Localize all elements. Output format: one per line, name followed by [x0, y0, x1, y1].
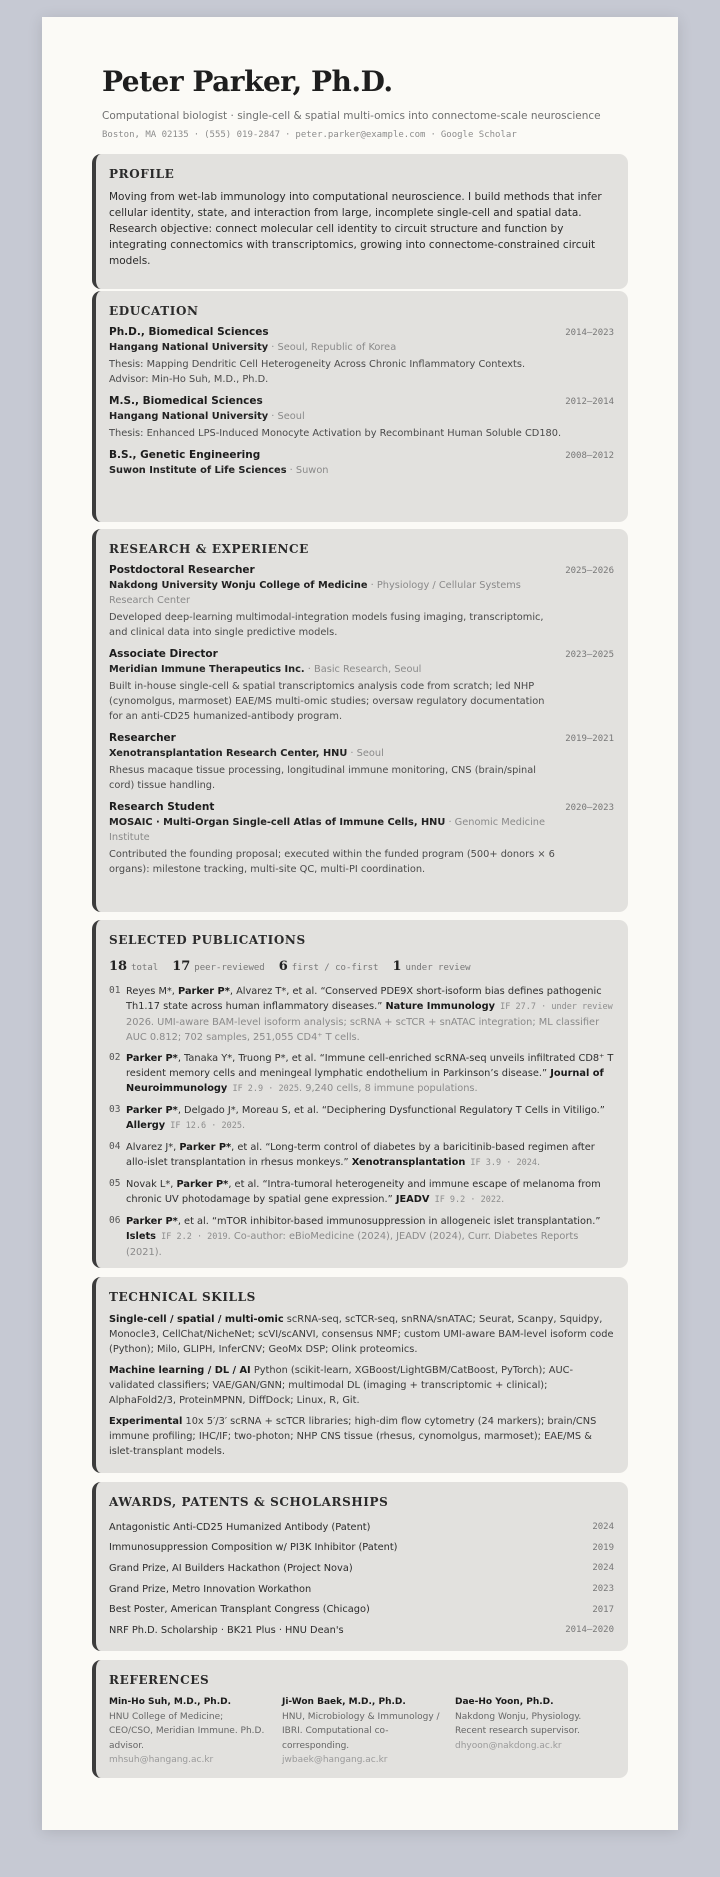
reference-detail: Nakdong Wonju, Physiology. [455, 1711, 582, 1722]
publication-note: . Co-author: eBioMedicine (2024), JEADV (2024), Curr. Diabetes Reports (2021). [126, 1231, 579, 1258]
impact-factor: IF 2.9 · 2025 [227, 1084, 299, 1094]
education-section [92, 291, 628, 522]
stat-number: 1 [392, 959, 402, 974]
role: Researcher [109, 732, 176, 744]
contact-address: Boston, MA 02135 [102, 130, 189, 140]
dates: 2020–2023 [565, 803, 614, 813]
reference-detail: IBRI. Computational co- [282, 1726, 389, 1736]
references-section [92, 1660, 628, 1778]
publications-section [92, 920, 628, 1268]
school: Suwon Institute of Life Sciences [109, 465, 287, 476]
reference-email[interactable]: jwbaek@hangang.ac.kr [282, 1755, 388, 1765]
publication-number: 06 [109, 1215, 121, 1226]
publication-stats [109, 955, 614, 974]
author-highlight: Parker P* [126, 1216, 178, 1227]
award-name: Best Poster, American Transplant Congress (Chicago) [109, 1604, 370, 1616]
reference-detail: HNU, Microbiology & Immunology / [282, 1711, 440, 1722]
journal: Islets [126, 1231, 156, 1242]
skill-text: 10x 5′/3′ scRNA + scTCR libraries; high-dim flow cytometry (24 markers); brain/CNS immune profiling; IHC/IF; two-photon; NHP CNS tissue (rhesus, cynomolgus, marmoset); EAE/MS & islet-transplant models. [109, 1416, 597, 1457]
impact-factor: IF 12.6 · 2025 [165, 1121, 242, 1131]
publication-title: “Conserved PDE9X short-isoform bias defines pathogenic Th1.17 state across human inflammatory diseases.” [126, 986, 602, 1012]
organization: Meridian Immune Therapeutics Inc. [109, 664, 305, 675]
description: Developed deep-learning multimodal-integration models fusing imaging, transcriptomic, and clinical data into single predictive models. [109, 612, 544, 638]
publication-list [109, 984, 614, 1260]
award-name: Immunosuppression Composition w/ PI3K Inhibitor (Patent) [109, 1542, 398, 1554]
stat-label: under review [405, 963, 471, 973]
publication-item [109, 1140, 614, 1171]
dates: 2012–2014 [565, 397, 614, 407]
award-item [109, 1579, 614, 1600]
authors: , Tanaka Y*, Truong P*, et al. [177, 1053, 320, 1064]
publication-note: . [501, 1194, 505, 1205]
publication-note: . 9,240 cells, 8 immune populations. [298, 1083, 478, 1094]
award-year: 2024 [592, 1563, 614, 1574]
award-item [109, 1517, 614, 1538]
school: Hangang National University [109, 342, 269, 353]
dates: 2019–2021 [565, 734, 614, 744]
dates: 2014–2023 [565, 328, 614, 338]
contact-line: Boston, MA 02135 · (555) 019-2847 · peter.parker@example.com · Google Scholar [102, 130, 517, 140]
description: Rhesus macaque tissue processing, longitudinal immune monitoring, CNS (brain/spinal cord) tissue handling. [109, 765, 536, 791]
experience-entry: Associate Director 2023–2025 Meridian Immune Therapeutics Inc. · Basic Research, Seoul Built in-house single-cell & spatial transcriptomics analysis code from scratch; led NHP (cynomolgus, marmoset) EAE/MS multi-omic studies; oversaw regulatory documentation for an anti-CD25 humanized-antibody program. [109, 648, 614, 722]
dates: 2008–2012 [565, 451, 614, 461]
experience-entry: Researcher 2019–2021 Xenotransplantation Research Center, HNU · Seoul Rhesus macaque tissue processing, longitudinal immune monitoring, CNS (brain/spinal cord) tissue handling. [109, 732, 614, 791]
advisor: Advisor: Min-Ho Suh, M.D., Ph.D. [109, 374, 269, 385]
role: Associate Director [109, 648, 218, 660]
publication-title: “mTOR inhibitor-based immunosuppression in allogeneic islet transplantation.” [211, 1216, 601, 1227]
skill-label: Experimental [109, 1416, 183, 1427]
authors: Alvarez J*, [126, 1142, 180, 1153]
impact-factor: IF 2.2 · 2019 [156, 1232, 228, 1242]
award-name: Grand Prize, Metro Innovation Workathon [109, 1583, 312, 1595]
reference-name: Ji-Won Baek, M.D., Ph.D. [282, 1697, 406, 1707]
journal: Journal of Neuroimmunology [126, 1068, 604, 1094]
reference-detail: corresponding. [282, 1740, 350, 1751]
award-name: NRF Ph.D. Scholarship · BK21 Plus · HNU Dean's [109, 1624, 344, 1636]
location: Seoul [356, 748, 384, 759]
publication-title: “Long-term control of diabetes by a baricitinib-based regimen after allo-islet transplantation in rhesus monkeys.” [126, 1142, 595, 1168]
stat-label: total [131, 963, 159, 973]
stat-label: first / co-first [291, 963, 379, 973]
description: Built in-house single-cell & spatial transcriptomics analysis code from scratch; led NHP (cynomolgus, marmoset) EAE/MS multi-omic studies; oversaw regulatory documentation for an anti-CD25 humanized-antibody program. [109, 681, 545, 722]
publication-item [109, 984, 614, 1045]
skill-text: Python (scikit-learn, XGBoost/LightGBM/CatBoost, PyTorch); AUC-validated classifiers; VAE/GAN/GNN; multimodal DL (imaging + transcriptomic + clinical); AlphaFold2/3, ProteinMPNN, DiffDock; Linux, R, Git. [109, 1365, 573, 1406]
location: Basic Research, Seoul [313, 664, 422, 675]
degree: B.S., Genetic Engineering [109, 449, 261, 461]
award-item [109, 1558, 614, 1579]
reference-item [282, 1695, 441, 1768]
publication-citation [126, 1140, 614, 1171]
reference-detail: Recent research supervisor. [455, 1726, 580, 1736]
impact-factor: IF 9.2 · 2022 [429, 1195, 502, 1205]
candidate-name: Peter Parker, Ph.D. [102, 65, 393, 98]
journal: Nature Immunology [385, 1001, 496, 1012]
section-title: AWARDS, PATENTS & SCHOLARSHIPS [109, 1495, 389, 1509]
skill-group [109, 1363, 614, 1408]
author-highlight: Parker P* [126, 1105, 178, 1116]
section-title: TECHNICAL SKILLS [109, 1290, 256, 1304]
reference-name: Min-Ho Suh, M.D., Ph.D. [109, 1697, 232, 1707]
contact-phone: (555) 019-2847 [204, 130, 280, 140]
award-year: 2019 [592, 1542, 614, 1553]
tagline: Computational biologist · single-cell & spatial multi-omics into connectome-scale neuroscience [102, 110, 601, 122]
author-highlight: Parker P* [178, 986, 230, 997]
publication-number: 02 [109, 1052, 121, 1063]
author-highlight: Parker P* [126, 1053, 178, 1064]
resume-header [102, 65, 632, 140]
organization: Nakdong University Wonju College of Medicine [109, 580, 368, 591]
skill-label: Single-cell / spatial / multi-omic [109, 1314, 284, 1325]
awards-section [92, 1482, 628, 1651]
stat-number: 6 [278, 959, 288, 974]
skills-section [92, 1277, 628, 1473]
location: Genomic Medicine Institute [109, 817, 546, 843]
section-title: SELECTED PUBLICATIONS [109, 933, 306, 947]
stat-label: peer-reviewed [194, 963, 265, 973]
experience-entry: Research Student 2020–2023 MOSAIC · Multi-Organ Single-cell Atlas of Immune Cells, HNU · Genomic Medicine Institute Contributed the founding proposal; executed within the funded program (500+ donors × 6 organs): milestone tracking, multi-site QC, multi-PI coordination. [109, 801, 614, 875]
award-year: 2017 [592, 1604, 614, 1615]
authors: , et al. [177, 1216, 212, 1227]
experience-section [92, 529, 628, 912]
experience-entry: Postdoctoral Researcher 2025–2026 Nakdong University Wonju College of Medicine · Physiology / Cellular Systems Research Center Developed deep-learning multimodal-integration models fusing imaging, transcriptomic, and clinical data into single predictive models. [109, 564, 614, 638]
publication-item [109, 1214, 614, 1260]
publication-number: 01 [109, 985, 121, 996]
authors: Reyes M*, [126, 986, 179, 997]
publication-number: 03 [109, 1104, 121, 1115]
skill-text: scRNA-seq, scTCR-seq, snRNA/snATAC; Seurat, Scanpy, Squidpy, Monocle3, CellChat/NicheNet; scVI/scANVI, consensus NMF; custom UMI-aware BAM-level isoform code (Python); Milo, GLIPH, InferCNV; GeoMx DSP; Olink proteomics. [109, 1314, 614, 1355]
authors: , Alvarez T*, et al. [229, 986, 321, 997]
location: Seoul [277, 411, 305, 422]
section-title: REFERENCES [109, 1673, 210, 1687]
journal: Allergy [126, 1120, 166, 1131]
degree: M.S., Biomedical Sciences [109, 395, 263, 407]
publication-number: 04 [109, 1141, 121, 1152]
stat-number: 17 [172, 959, 191, 974]
section-title: RESEARCH & EXPERIENCE [109, 542, 309, 556]
reference-detail: advisor. [109, 1740, 144, 1751]
publication-citation [126, 1177, 614, 1208]
award-item [109, 1620, 614, 1641]
reference-email[interactable]: mhsuh@hangang.ac.kr [109, 1755, 214, 1765]
author-highlight: Parker P* [176, 1179, 229, 1190]
description: Contributed the founding proposal; executed within the funded program (500+ donors × 6 organs): milestone tracking, multi-site QC, multi-PI coordination. [109, 849, 555, 875]
reference-item [109, 1695, 268, 1768]
author-highlight: Parker P* [179, 1142, 232, 1153]
publication-item [109, 1103, 614, 1134]
thesis: Thesis: Mapping Dendritic Cell Heterogeneity Across Chronic Inflammatory Contexts. [109, 359, 526, 370]
publication-number: 05 [109, 1178, 121, 1189]
google-scholar-link[interactable]: Google Scholar [440, 130, 517, 140]
publication-note: 2026. UMI-aware BAM-level isoform analysis; scRNA + scTCR + snATAC integration; ML classifier AUC 0.812; 702 samples, 251,055 CD4⁺ T cells. [126, 1017, 600, 1043]
authors: Novak L*, [126, 1179, 177, 1190]
role: Research Student [109, 801, 215, 813]
publication-item [109, 1177, 614, 1208]
role: Postdoctoral Researcher [109, 564, 255, 576]
dates: 2025–2026 [565, 566, 614, 576]
publication-title: “Intra-tumoral heterogeneity and immune escape of melanoma from chronic UV photodamage by spatial gene expression.” [126, 1179, 601, 1205]
journal: Xenotransplantation [351, 1157, 466, 1168]
skill-label: Machine learning / DL / AI [109, 1365, 251, 1376]
education-entry: Ph.D., Biomedical Sciences 2014–2023 Hangang National University · Seoul, Republic of Korea Thesis: Mapping Dendritic Cell Heterogeneity Across Chronic Inflammatory Contexts. Advisor: Min-Ho Suh, M.D., Ph.D. [109, 326, 614, 385]
award-name: Antagonistic Anti-CD25 Humanized Antibody (Patent) [109, 1521, 371, 1533]
impact-factor: IF 27.7 · under review [495, 1002, 613, 1012]
thesis: Thesis: Enhanced LPS-Induced Monocyte Activation by Recombinant Human Soluble CD180. [109, 428, 562, 439]
authors: , et al. [228, 1179, 263, 1190]
reference-detail: CEO/CSO, Meridian Immune. Ph.D. [109, 1726, 265, 1736]
organization: MOSAIC · Multi-Organ Single-cell Atlas of Immune Cells, HNU [109, 817, 446, 828]
award-year: 2024 [592, 1522, 614, 1533]
organization: Xenotransplantation Research Center, HNU [109, 748, 348, 759]
section-title: PROFILE [109, 167, 175, 181]
stat-number: 18 [109, 959, 128, 974]
publication-citation [126, 1051, 614, 1097]
reference-name: Dae-Ho Yoon, Ph.D. [455, 1697, 554, 1707]
journal: JEADV [395, 1194, 430, 1205]
school: Hangang National University [109, 411, 269, 422]
contact-email[interactable]: peter.parker@example.com [295, 130, 426, 140]
publication-title: “Deciphering Dysfunctional Regulatory T Cells in Vitiligo.” [321, 1105, 605, 1116]
award-name: Grand Prize, AI Builders Hackathon (Project Nova) [109, 1562, 353, 1574]
reference-item [455, 1695, 614, 1768]
skill-group [109, 1312, 614, 1357]
dates: 2023–2025 [565, 650, 614, 660]
reference-list [109, 1695, 614, 1768]
publication-citation [126, 1214, 614, 1260]
award-year: 2014–2020 [565, 1625, 614, 1636]
location: Physiology / Cellular Systems Research Center [109, 580, 521, 606]
publication-note: . [536, 1157, 541, 1168]
publication-item [109, 1051, 614, 1097]
award-year: 2023 [592, 1584, 614, 1595]
publication-citation [126, 1103, 614, 1134]
section-title: EDUCATION [109, 304, 199, 318]
reference-email[interactable]: dhyoon@nakdong.ac.kr [455, 1740, 562, 1751]
education-entry: M.S., Biomedical Sciences 2012–2014 Hangang National University · Seoul Thesis: Enhanced LPS-Induced Monocyte Activation by Recombinant Human Soluble CD180. [109, 395, 614, 439]
reference-detail: HNU College of Medicine; [109, 1711, 224, 1722]
authors: , et al. [231, 1142, 266, 1153]
skill-group [109, 1414, 614, 1459]
profile-section [92, 154, 628, 289]
publication-note: . [241, 1120, 246, 1131]
publication-citation [126, 984, 614, 1045]
authors: , Delgado J*, Moreau S, et al. [177, 1105, 322, 1116]
resume-page [42, 17, 678, 1830]
location: Seoul, Republic of Korea [277, 342, 397, 353]
impact-factor: IF 3.9 · 2024 [465, 1158, 537, 1168]
award-item [109, 1538, 614, 1559]
degree: Ph.D., Biomedical Sciences [109, 326, 269, 338]
location: Suwon [295, 465, 329, 476]
publication-title: “Immune cell-enriched scRNA-seq unveils infiltrated CD8⁺ T resident memory cells and meningeal lymphatic endothelium in Parkinson’s disease.” [126, 1053, 614, 1079]
award-item [109, 1599, 614, 1620]
education-entry: B.S., Genetic Engineering 2008–2012 Suwon Institute of Life Sciences · Suwon [109, 449, 614, 476]
profile-text: Moving from wet-lab immunology into computational neuroscience. I build methods that infer cellular identity, state, and interaction from large, incomplete single-cell and spatial data. Research objective: connect molecular cell identity to circuit structure and function by integrating connectomics with transcriptomics, growing into connectome-constrained circuit models. [109, 191, 602, 267]
